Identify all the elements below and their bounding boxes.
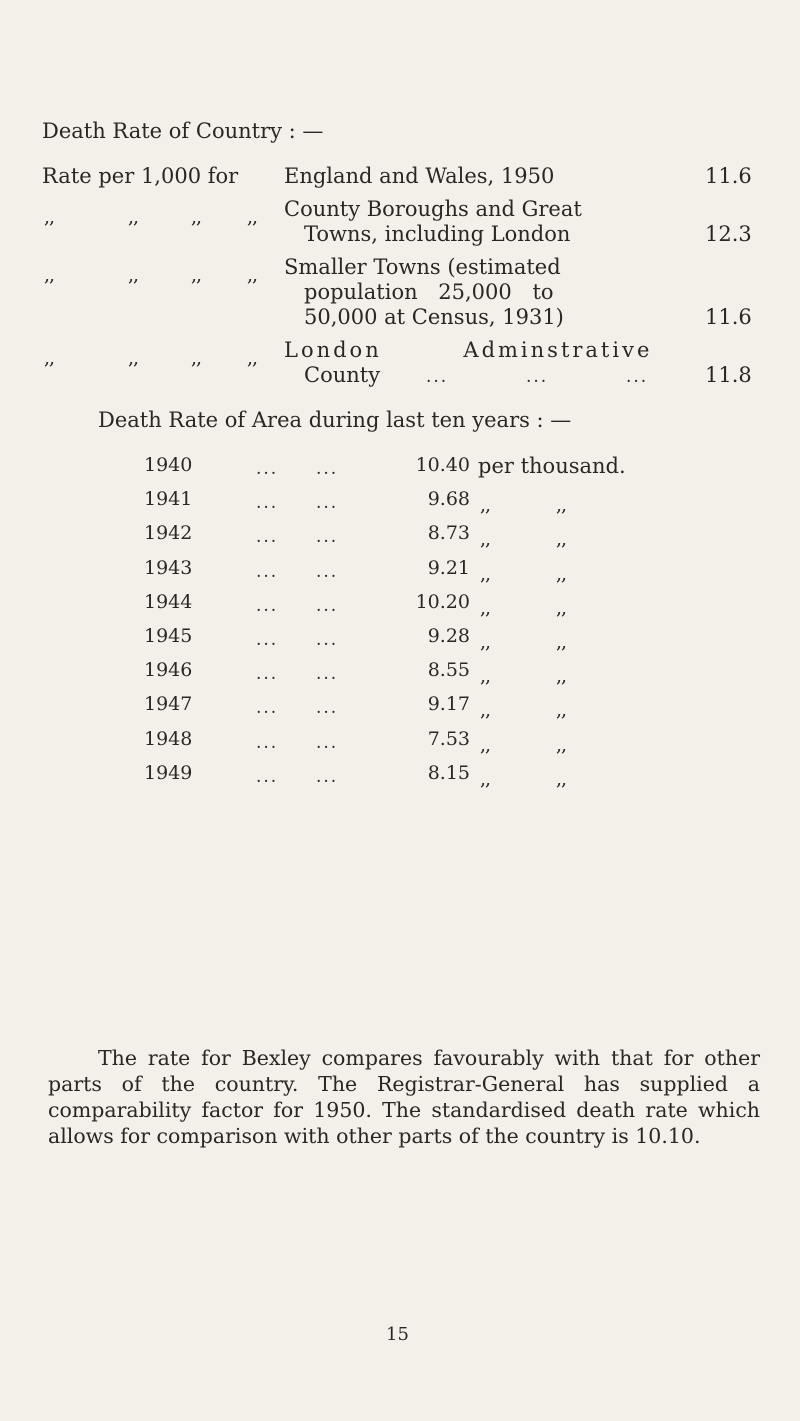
leader-dots: ...: [316, 698, 339, 718]
leader-dots: ...: [256, 698, 279, 718]
area-rate: 8.73: [427, 522, 470, 544]
ditto-mark: ,,: [480, 699, 491, 721]
row-county-boroughs-label-line1: County Boroughs and Great: [284, 197, 582, 221]
ditto-mark: ,,: [556, 734, 567, 756]
row-county-boroughs-label-line2: Towns, including London: [304, 222, 571, 246]
leader-dots: ...: [316, 630, 339, 650]
ditto-mark: ,,: [556, 597, 567, 619]
ditto-mark: ,,: [480, 631, 491, 653]
area-rate: 8.15: [427, 762, 470, 784]
leader-dots: ...: [316, 733, 339, 753]
area-rate: 9.21: [427, 557, 470, 579]
leader-dots: ...: [316, 562, 339, 582]
area-year: 1946: [144, 659, 193, 681]
area-year: 1945: [144, 625, 193, 647]
ditto-mark: ,,: [556, 494, 567, 516]
ditto-mark: ,,: [191, 206, 202, 228]
row-london-label-line1: London Adminstrative: [284, 338, 653, 362]
ditto-mark: ,,: [556, 563, 567, 585]
area-year: 1941: [144, 488, 193, 510]
row-london-label-line2: County: [304, 363, 381, 387]
ditto-mark: ,,: [556, 768, 567, 790]
ditto-mark: ,,: [556, 528, 567, 550]
leader-dots: ...: [256, 562, 279, 582]
ditto-mark: ,,: [44, 206, 55, 228]
ditto-mark: ,,: [556, 631, 567, 653]
ditto-mark: ,,: [128, 347, 139, 369]
area-year: 1949: [144, 762, 193, 784]
ditto-mark: ,,: [247, 347, 258, 369]
leader-dots: ...: [256, 733, 279, 753]
leader-dots: ...: [626, 367, 649, 387]
area-heading: Death Rate of Area during last ten years : —: [98, 408, 572, 432]
row-london-value: 11.8: [705, 363, 752, 387]
ditto-mark: ,,: [480, 768, 491, 790]
leader-dots: ...: [316, 596, 339, 616]
leader-dots: ...: [316, 767, 339, 787]
ditto-mark: ,,: [128, 264, 139, 286]
ditto-mark: ,,: [480, 563, 491, 585]
row-smaller-towns-label-line3: 50,000 at Census, 1931): [304, 305, 564, 329]
area-year: 1948: [144, 728, 193, 750]
rate-prefix: Rate per 1,000 for: [42, 164, 239, 188]
ditto-mark: ,,: [247, 206, 258, 228]
page-number: 15: [386, 1324, 409, 1345]
ditto-mark: ,,: [191, 347, 202, 369]
ditto-mark: ,,: [247, 264, 258, 286]
summary-paragraph: [48, 1045, 760, 1149]
leader-dots: ...: [316, 493, 339, 513]
country-heading: Death Rate of Country : —: [42, 119, 324, 143]
ditto-mark: ,,: [44, 264, 55, 286]
area-unit: per thousand.: [478, 454, 626, 478]
leader-dots: ...: [526, 367, 549, 387]
area-rate: 10.40: [415, 454, 470, 476]
leader-dots: ...: [316, 664, 339, 684]
ditto-mark: ,,: [556, 665, 567, 687]
leader-dots: ...: [256, 459, 279, 479]
leader-dots: ...: [256, 664, 279, 684]
row-smaller-towns-value: 11.6: [705, 305, 752, 329]
area-year: 1942: [144, 522, 193, 544]
leader-dots: ...: [316, 527, 339, 547]
leader-dots: ...: [256, 767, 279, 787]
ditto-mark: ,,: [480, 597, 491, 619]
leader-dots: ...: [256, 596, 279, 616]
area-rate: 7.53: [427, 728, 470, 750]
area-rate: 9.17: [427, 693, 470, 715]
area-year: 1943: [144, 557, 193, 579]
row-smaller-towns-label-line1: Smaller Towns (estimated: [284, 255, 561, 279]
ditto-mark: ,,: [44, 347, 55, 369]
leader-dots: ...: [256, 527, 279, 547]
ditto-mark: ,,: [480, 528, 491, 550]
leader-dots: ...: [426, 367, 449, 387]
row-england-wales-value: 11.6: [705, 164, 752, 188]
area-year: 1944: [144, 591, 193, 613]
ditto-mark: ,,: [480, 734, 491, 756]
area-rate: 10.20: [415, 591, 470, 613]
leader-dots: ...: [256, 630, 279, 650]
ditto-mark: ,,: [480, 665, 491, 687]
leader-dots: ...: [316, 459, 339, 479]
area-rate: 8.55: [427, 659, 470, 681]
row-smaller-towns-label-line2: population 25,000 to: [304, 280, 554, 304]
ditto-mark: ,,: [480, 494, 491, 516]
ditto-mark: ,,: [556, 699, 567, 721]
area-rate: 9.28: [427, 625, 470, 647]
leader-dots: ...: [256, 493, 279, 513]
area-year: 1947: [144, 693, 193, 715]
area-year: 1940: [144, 454, 193, 476]
summary-text: The rate for Bexley compares favourably with that for other parts of the country. The Registrar-General has supplied a comparability factor for 1950. The standardised death rate which allows for comparison with other parts of the country is 10.10.: [48, 1046, 760, 1148]
area-rate: 9.68: [427, 488, 470, 510]
row-county-boroughs-value: 12.3: [705, 222, 752, 246]
ditto-mark: ,,: [128, 206, 139, 228]
ditto-mark: ,,: [191, 264, 202, 286]
row-england-wales-label: England and Wales, 1950: [284, 164, 555, 188]
